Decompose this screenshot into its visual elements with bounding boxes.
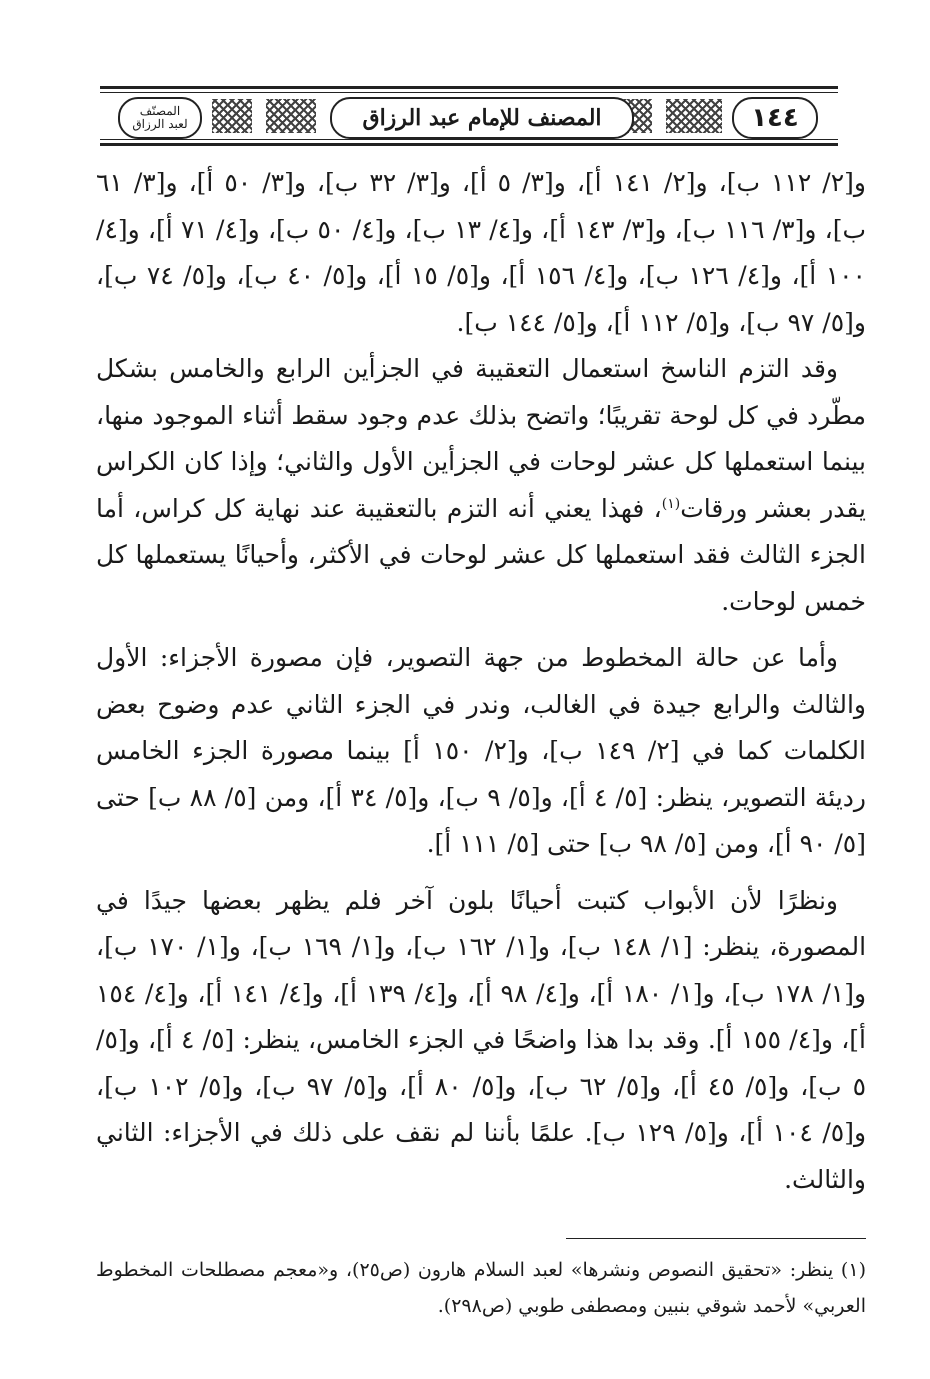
- paragraph-photography: وأما عن حالة المخطوط من جهة التصوير، فإن مصورة الأجزاء: الأول والثالث والرابع جيدة في الغالب، وندر في الجزء الثاني عدم وضوح بعض الكلمات كما في [٢/ ١٤٩ ب]، و[٢/ ١٥٠ أ] بينما مصورة الجزء الخامس رديئة التصوير، ينظر: [٥/ ٤ أ]، و[٥/ ٩ ب]، و[٥/ ٣٤ أ]، ومن [٥/ ٨٨ ب] حتى [٥/ ٩٠ أ]، ومن [٥/ ٩٨ ب] حتى [٥/ ١١١ أ].: [96, 643, 866, 858]
- paragraph-catchwords: [96, 346, 866, 625]
- ornament-left: [212, 99, 252, 133]
- references-continuation: و[٢/ ١١٢ ب]، و[٢/ ١٤١ أ]، و[٣/ ٥ أ]، و[٣/ ٣٢ ب]، و[٣/ ٥٠ أ]، و[٣/ ٦١ ب]، و[٣/ ١١٦ ب]، و[٣/ ١٤٣ أ]، و[٤/ ١٣ ب]، و[٤/ ٥٠ ب]، و[٤/ ٧١ أ]، و[٤/ ١٠٠ أ]، و[٤/ ١٢٦ ب]، و[٤/ ١٥٦ أ]، و[٥/ ١٥ أ]، و[٥/ ٤٠ ب]، و[٥/ ٧٤ ب]، و[٥/ ٩٧ ب]، و[٥/ ١١٢ أ]، و[٥/ ١٤٤ ب].: [96, 168, 867, 337]
- paragraph-text: وقد التزم الناسخ استعمال التعقيبة في الجزأين الرابع والخامس بشكل مطّرد في كل لوحة تقريبًا؛ واتضح بذلك عدم وجود سقط أثناء الموجود منها، بينما استعملها كل عشر لوحات في الجزأين الأول والثاني؛ وإذا كان الكراس يقدر بعشر ورقات: [96, 354, 866, 523]
- running-title: المصنف للإمام عبد الرزاق: [330, 97, 634, 139]
- references-block: [96, 160, 866, 346]
- page-header: [100, 86, 838, 146]
- ornament-right-inner: [666, 99, 722, 133]
- page-number: ١٤٤: [732, 97, 818, 139]
- header-logo: [118, 97, 202, 139]
- paragraph-text-cont: ، فهذا يعني أنه التزم بالتعقيبة عند نهاية كل كراس، أما الجزء الثالث فقد استعملها كل عشر لوحات في الأكثر، وأحيانًا يستعملها كل خمس لوحات.: [96, 493, 866, 616]
- footnote-item: (١) ينظر: «تحقيق النصوص ونشرها» لعبد السلام هارون (ص٢٥)، و«معجم مصطلحات المخطوط العربي» لأحمد شوقي بنبين ومصطفى طوبي (ص٢٩٨).: [96, 1259, 866, 1317]
- footnote-divider: [566, 1238, 866, 1239]
- ornament-left-inner: [266, 99, 316, 133]
- footnote-reference[interactable]: (١): [661, 495, 681, 512]
- footnotes: [96, 1252, 866, 1324]
- logo-text-bottom: لعبد الرزاق: [132, 117, 188, 131]
- logo-text-top: المصنّف: [139, 104, 181, 118]
- main-text: [96, 160, 866, 1203]
- paragraph-chapter-titles: ونظرًا لأن الأبواب كتبت أحيانًا بلون آخر فلم يظهر بعضها جيدًا في المصورة، ينظر: [١/ ١٤٨ ب]، و[١/ ١٦٢ ب]، و[١/ ١٦٩ ب]، و[١/ ١٧٠ ب]، و[١/ ١٧٨ ب]، و[١/ ١٨٠ أ]، و[٤/ ٩٨ أ]، و[٤/ ١٣٩ أ]، و[٤/ ١٤١ أ]، و[٤/ ١٥٤ أ]، و[٤/ ١٥٥ أ]. وقد بدا هذا واضحًا في الجزء الخامس، ينظر: [٥/ ٤ أ]، و[٥/ ٥ ب]، و[٥/ ٤٥ أ]، و[٥/ ٦٢ ب]، و[٥/ ٨٠ أ]، و[٥/ ٩٧ ب]، و[٥/ ١٠٢ ب]، و[٥/ ١٠٤ أ]، و[٥/ ١٢٩ ب]. علمًا بأننا لم نقف على ذلك في الأجزاء: الثاني والثالث.: [96, 885, 867, 1194]
